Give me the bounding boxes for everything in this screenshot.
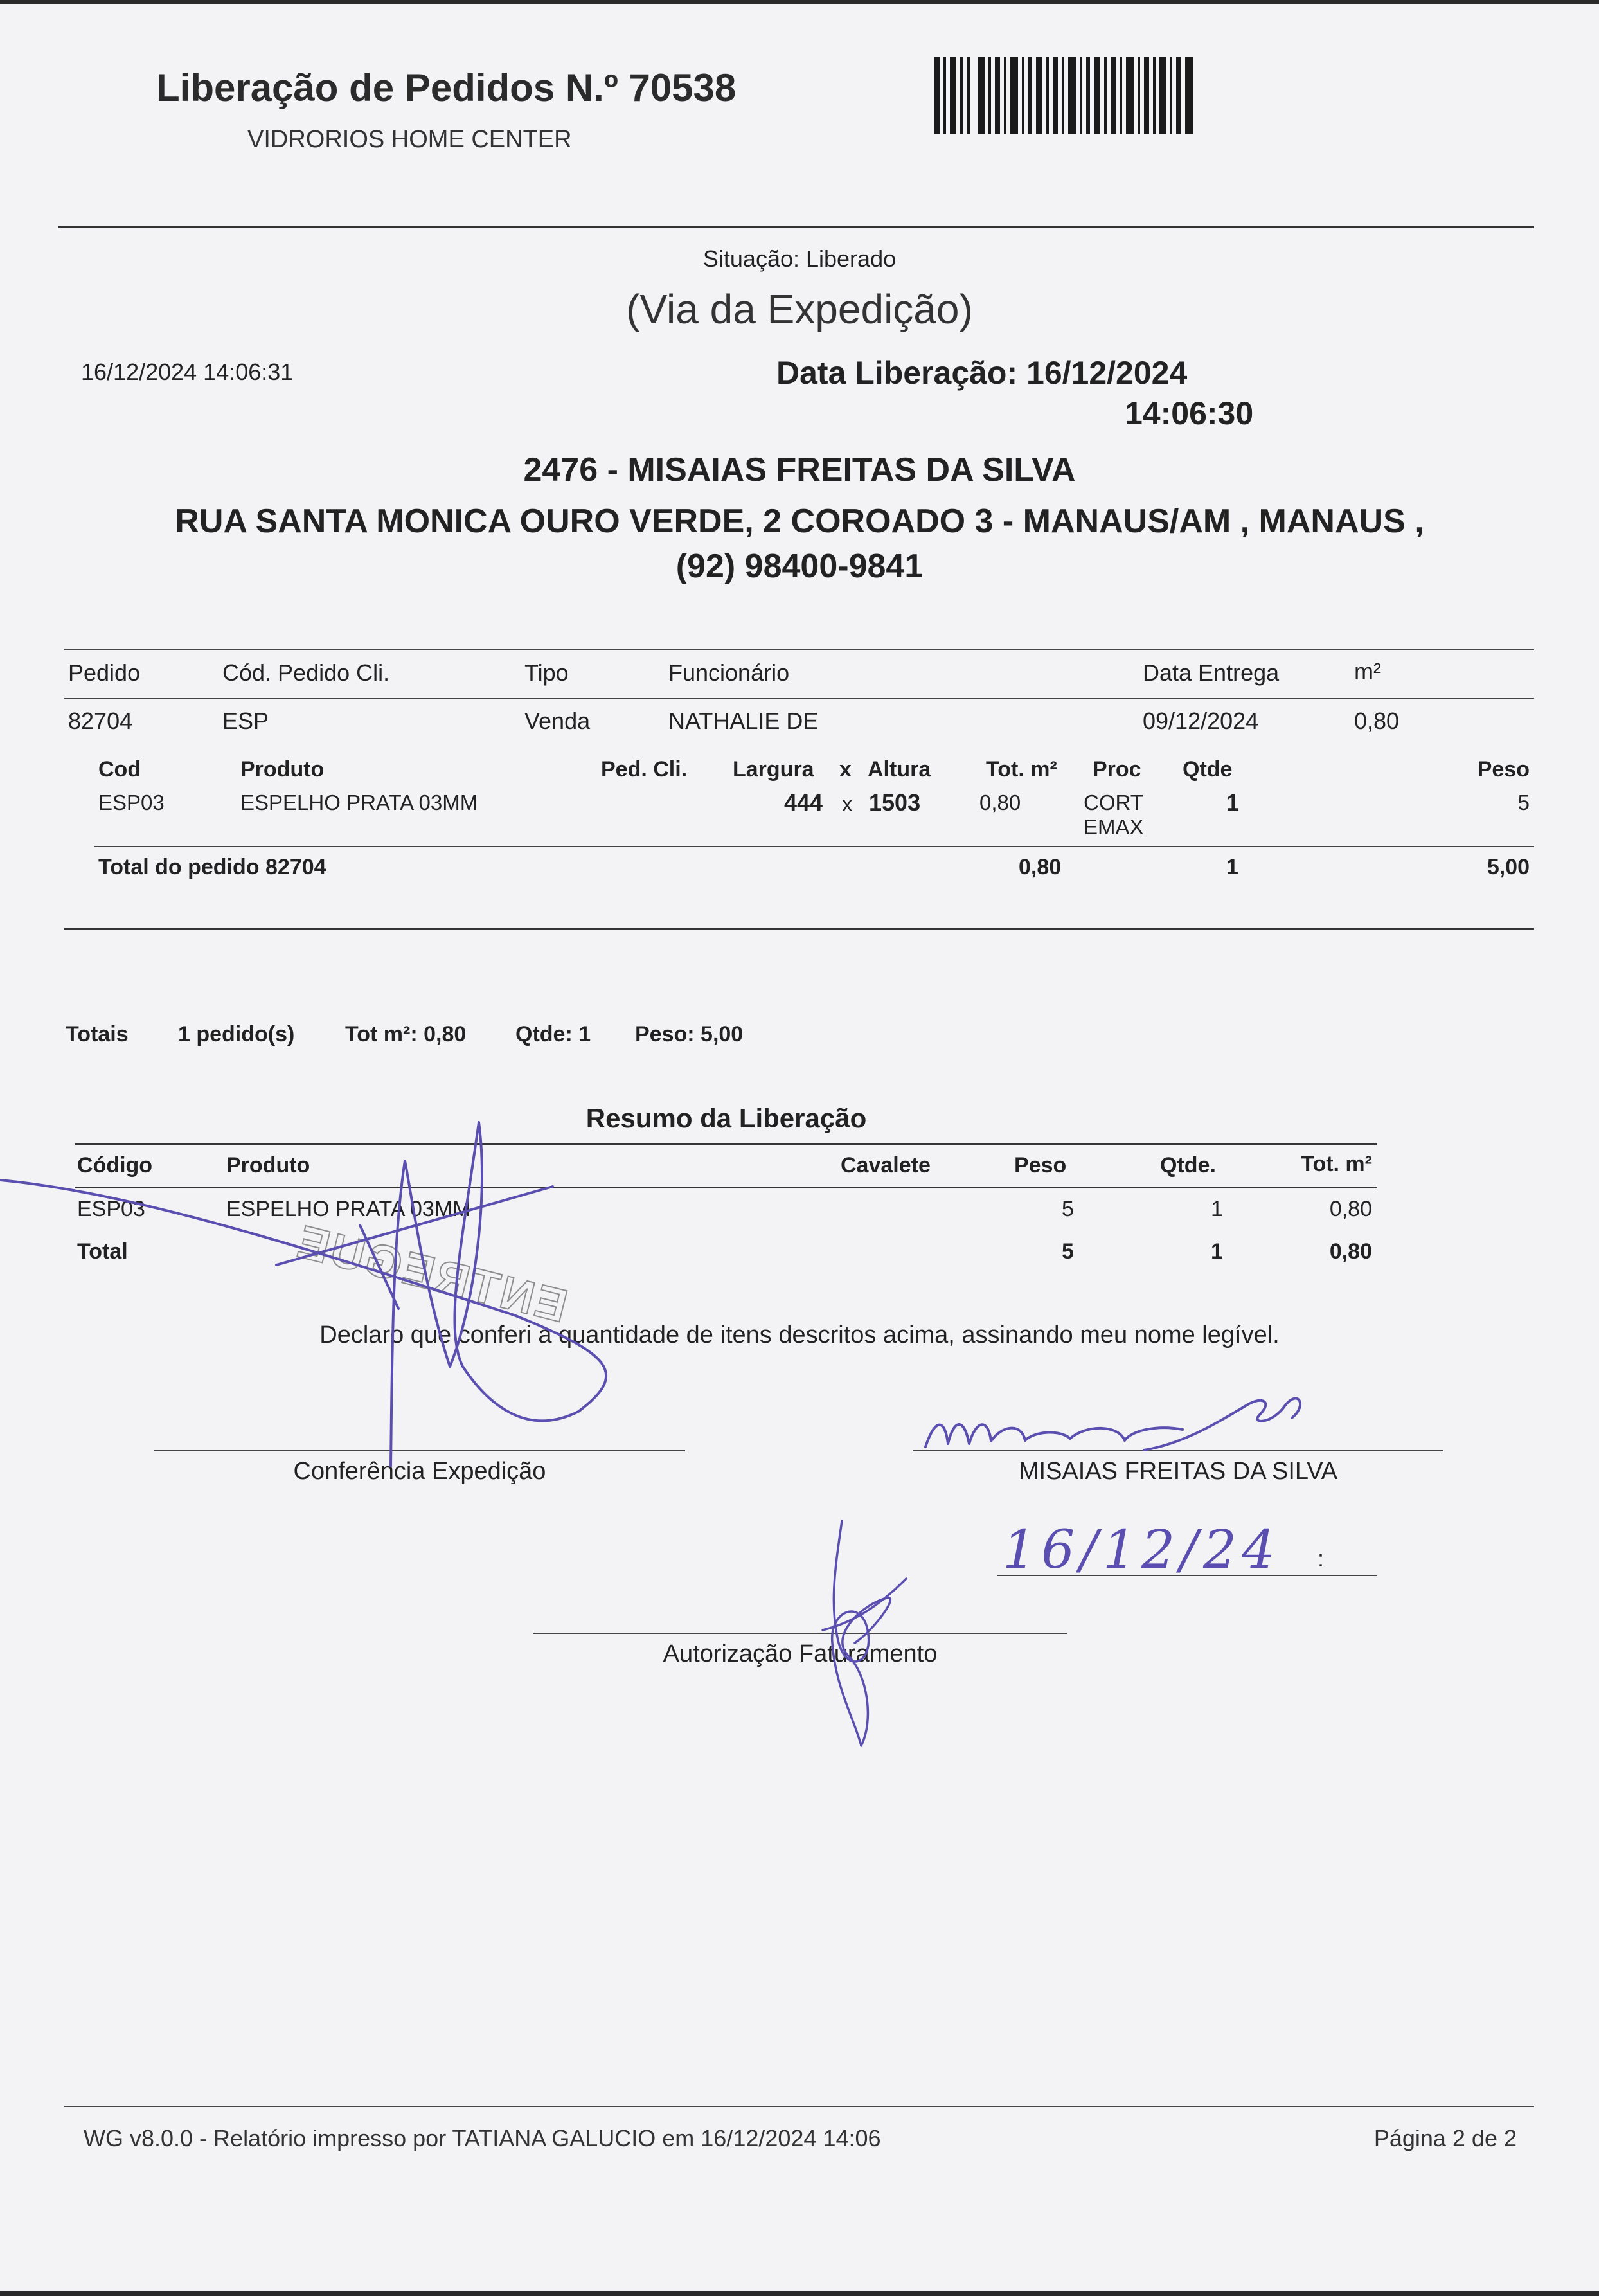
item-qtde: 1	[1226, 789, 1240, 816]
totals-pedidos: 1 pedido(s)	[178, 1022, 295, 1046]
summary-total-peso: 5	[1062, 1239, 1074, 1264]
order-header-tipo: Tipo	[524, 659, 569, 686]
summary-title: Resumo da Liberação	[585, 1103, 867, 1133]
summary-cell-produto: ESPELHO PRATA 03MM	[226, 1197, 471, 1221]
item-proc-line1: CORT	[1084, 791, 1143, 814]
entregue-stamp: ENTREGUE	[290, 1215, 573, 1333]
summary-header-produto: Produto	[226, 1153, 310, 1178]
company-name: VIDRORIOS HOME CENTER	[247, 126, 572, 153]
summary-header-cavalete: Cavalete	[841, 1153, 931, 1178]
summary-total-qtde: 1	[1211, 1239, 1223, 1264]
summary-cell-codigo: ESP03	[77, 1197, 145, 1221]
conferencia-label: Conferência Expedição	[293, 1458, 546, 1485]
order-header-cod-pedido-cli: Cód. Pedido Cli.	[222, 659, 390, 686]
items-header-x: x	[839, 757, 852, 782]
declaration-text: Declaro que conferi a quantidade de itens descritos acima, assinando meu nome legível.	[319, 1322, 1280, 1349]
order-cell-tipo: Venda	[524, 708, 591, 734]
footer-page-number: Página 2 de 2	[1373, 2125, 1517, 2151]
faturamento-label: Autorização Faturamento	[663, 1640, 938, 1667]
item-cod: ESP03	[98, 791, 165, 814]
summary-total-tot-m2: 0,80	[1329, 1239, 1372, 1264]
item-proc-line2: EMAX	[1084, 815, 1144, 839]
item-peso: 5	[1517, 791, 1530, 814]
status-text: Situação: Liberado	[702, 246, 897, 272]
summary-cell-qtde: 1	[1211, 1197, 1223, 1221]
order-section-bottom-rule	[64, 928, 1534, 930]
time-separator: :	[1318, 1545, 1325, 1572]
items-header-produto: Produto	[240, 757, 325, 782]
items-header-peso: Peso	[1477, 757, 1530, 782]
order-header-funcionario: Funcionário	[668, 659, 790, 686]
summary-header-peso: Peso	[1014, 1153, 1067, 1178]
order-header-data-entrega: Data Entrega	[1143, 659, 1280, 686]
order-cell-cod-pedido-cli: ESP	[222, 708, 269, 734]
order-table-top-rule	[64, 649, 1534, 650]
order-total-label: Total do pedido 82704	[98, 855, 326, 879]
item-largura: 444	[784, 789, 823, 816]
client-address: RUA SANTA MONICA OURO VERDE, 2 COROADO 3 - MANAUS/AM , MANAUS ,	[175, 503, 1424, 540]
footer-print-info: WG v8.0.0 - Relatório impresso por TATIANA GALUCIO em 16/12/2024 14:06	[84, 2125, 881, 2151]
item-x: x	[842, 792, 853, 816]
order-header-m2: m²	[1354, 658, 1381, 685]
order-total-qtde: 1	[1226, 855, 1238, 879]
order-total-m2: 0,80	[1019, 855, 1062, 879]
summary-cell-tot-m2: 0,80	[1329, 1197, 1372, 1221]
items-header-altura: Altura	[868, 757, 931, 782]
barcode	[934, 57, 1193, 134]
conferencia-signature	[0, 1097, 643, 1482]
order-header-pedido: Pedido	[68, 659, 141, 686]
order-table-header-rule	[64, 698, 1534, 699]
faturamento-signature	[803, 1508, 919, 1752]
item-tot-m2: 0,80	[979, 791, 1021, 814]
totals-peso: Peso: 5,00	[635, 1022, 744, 1046]
summary-header-codigo: Código	[77, 1153, 153, 1178]
totals-tot-m2: Tot m²: 0,80	[345, 1022, 467, 1046]
order-cell-m2: 0,80	[1354, 708, 1400, 734]
item-produto: ESPELHO PRATA 03MM	[240, 791, 478, 814]
order-cell-data-entrega: 09/12/2024	[1143, 708, 1259, 734]
items-header-proc: Proc	[1093, 757, 1141, 782]
summary-total-label: Total	[77, 1239, 128, 1264]
via-label: (Via da Expedição)	[626, 286, 973, 332]
items-header-cod: Cod	[98, 757, 141, 782]
items-total-rule	[94, 846, 1534, 847]
client-phone: (92) 98400-9841	[675, 548, 924, 585]
liberation-date: Data Liberação: 16/12/2024	[776, 355, 1188, 391]
handwritten-date: 16/12/24	[1003, 1520, 1281, 1581]
item-altura: 1503	[869, 789, 921, 816]
document-title: Liberação de Pedidos N.º 70538	[156, 66, 737, 109]
items-header-largura: Largura	[733, 757, 814, 782]
totals-label: Totais	[66, 1022, 129, 1046]
client-signature	[913, 1379, 1311, 1476]
items-header-ped-cli: Ped. Cli.	[601, 757, 688, 782]
footer-rule	[64, 2106, 1534, 2107]
order-total-peso: 5,00	[1487, 855, 1530, 879]
summary-header-qtde: Qtde.	[1160, 1153, 1216, 1178]
summary-header-tot-m2: Tot. m²	[1301, 1152, 1372, 1176]
liberation-time: 14:06:30	[1125, 395, 1254, 431]
client-name: 2476 - MISAIAS FREITAS DA SILVA	[523, 451, 1076, 489]
totals-qtde: Qtde: 1	[515, 1022, 591, 1046]
items-header-qtde: Qtde	[1183, 757, 1233, 782]
client-signature-label: MISAIAS FREITAS DA SILVA	[1018, 1458, 1338, 1485]
summary-cell-peso: 5	[1062, 1197, 1074, 1221]
header-divider	[58, 226, 1534, 228]
order-cell-funcionario: NATHALIE DE	[668, 708, 819, 734]
print-datetime: 16/12/2024 14:06:31	[81, 359, 294, 385]
faturamento-signature-line	[533, 1633, 1067, 1634]
order-cell-pedido: 82704	[68, 708, 133, 734]
items-header-tot-m2: Tot. m²	[986, 757, 1057, 782]
